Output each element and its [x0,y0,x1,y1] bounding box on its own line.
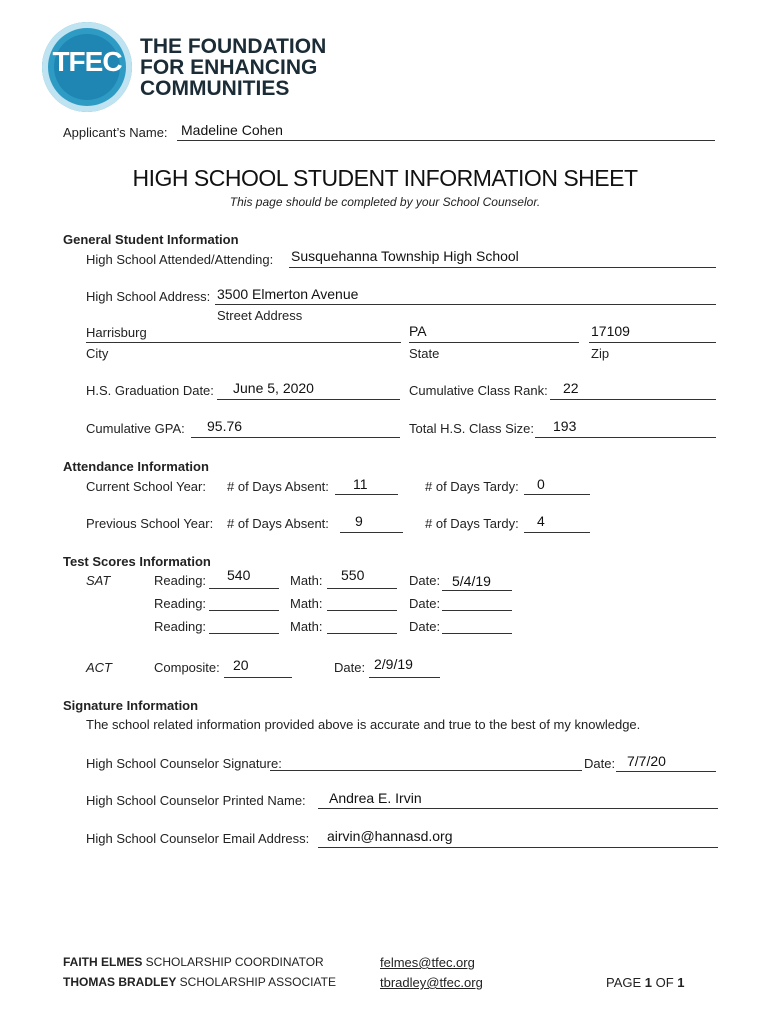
act-date-line [369,677,440,678]
org-name-line2: FOR ENHANCING [140,56,318,79]
sat-math-line-2[interactable] [327,610,397,611]
general-heading: General Student Information [63,232,239,247]
sat-reading-label-3: Reading: [154,619,207,634]
page-title: HIGH SCHOOL STUDENT INFORMATION SHEET [132,165,638,191]
footer-name-2: THOMAS BRADLEY [63,975,177,989]
sat-math-label-1: Math: [290,573,323,588]
class-rank-line [550,399,716,400]
counselor-email-label: High School Counselor Email Address: [86,831,310,846]
previous-absent-line [340,532,403,533]
current-tardy-line [524,494,590,495]
street-caption: Street Address [217,308,303,323]
footer-email-1[interactable]: felmes@tfec.org [380,955,475,970]
class-size-line [535,437,716,438]
counselor-printed-line [318,808,718,809]
sat-reading-label-2: Reading: [154,596,207,611]
grad-date-value[interactable]: June 5, 2020 [233,380,314,396]
class-rank-label: Cumulative Class Rank: [409,383,548,398]
signature-date-value[interactable]: 7/7/20 [627,753,666,769]
page-prefix: PAGE [606,975,645,990]
act-date-label: Date: [334,660,366,675]
org-name [140,36,326,99]
current-absent-line [335,494,398,495]
school-line [289,267,716,268]
tests-heading: Test Scores Information [63,554,211,569]
counselor-email-value[interactable]: airvin@hannasd.org [327,828,453,844]
current-tardy-value[interactable]: 0 [537,476,545,492]
sat-reading-line-3[interactable] [209,633,279,634]
sat-math-line-3[interactable] [327,633,397,634]
current-absent-value[interactable]: 11 [353,476,368,492]
sat-date-line-1 [442,590,512,591]
page-current: 1 [644,975,653,990]
page-total: 1 [677,975,685,990]
gpa-line [191,437,400,438]
previous-tardy-value[interactable]: 4 [537,513,545,529]
act-label: ACT [86,660,112,675]
act-date-value[interactable]: 2/9/19 [374,656,413,672]
sat-date-line-2[interactable] [442,610,512,611]
page-number [606,975,685,990]
counselor-signature-line[interactable] [270,770,582,771]
sat-date-line-3[interactable] [442,633,512,634]
page-subtitle: This page should be completed by your School Counselor. [229,195,541,209]
footer-email-2[interactable]: tbradley@tfec.org [380,975,483,990]
applicant-name-line [177,140,715,141]
sat-reading-label-1: Reading: [154,573,207,588]
zip-line [589,342,716,343]
sat-date-label-1: Date: [409,573,441,588]
sat-label: SAT [86,573,111,588]
address-line [215,304,716,305]
city-line [86,342,401,343]
address-value[interactable]: 3500 Elmerton Avenue [217,286,359,302]
current-absent-label: # of Days Absent: [227,479,329,494]
sat-reading-line-2[interactable] [209,610,279,611]
counselor-signature-label: High School Counselor Signature: [86,756,282,771]
signature-statement: The school related information provided above is accurate and true to the best of my knowledge. [86,717,641,732]
sat-date-value-1[interactable]: 5/4/19 [452,573,491,589]
current-tardy-label: # of Days Tardy: [425,479,519,494]
sat-math-label-3: Math: [290,619,323,634]
grad-date-line [217,399,400,400]
grad-date-label: H.S. Graduation Date: [86,383,214,398]
state-value[interactable]: PA [409,323,427,339]
zip-value[interactable]: 17109 [591,323,630,339]
applicant-name-label: Applicant’s Name: [63,125,168,140]
counselor-email-line [318,847,718,848]
previous-absent-value[interactable]: 9 [355,513,363,529]
city-caption: City [86,346,109,361]
school-label: High School Attended/Attending: [86,252,274,267]
class-size-label: Total H.S. Class Size: [409,421,534,436]
school-value[interactable]: Susquehanna Township High School [291,248,519,264]
act-composite-line [224,677,292,678]
logo-text: TFEC [52,46,122,77]
sat-math-line-1 [327,588,397,589]
gpa-value[interactable]: 95.76 [207,418,243,434]
page-of: OF [652,975,678,990]
address-label: High School Address: [86,289,211,304]
applicant-name-value[interactable]: Madeline Cohen [181,122,283,138]
gpa-label: Cumulative GPA: [86,421,185,436]
state-caption: State [409,346,440,361]
previous-tardy-line [524,532,590,533]
state-line [409,342,579,343]
footer-role-2: SCHOLARSHIP ASSOCIATE [176,975,336,989]
counselor-printed-label: High School Counselor Printed Name: [86,793,306,808]
act-composite-value[interactable]: 20 [233,657,249,673]
footer-contact-2 [63,975,336,989]
org-name-line1: THE FOUNDATION [140,35,327,58]
sat-math-label-2: Math: [290,596,323,611]
sat-date-label-3: Date: [409,619,441,634]
footer-name-1: FAITH ELMES [63,955,143,969]
act-composite-label: Composite: [154,660,220,675]
previous-year-label: Previous School Year: [86,516,214,531]
sat-date-label-2: Date: [409,596,441,611]
previous-tardy-label: # of Days Tardy: [425,516,519,531]
class-size-value[interactable]: 193 [553,418,577,434]
zip-caption: Zip [591,346,610,361]
org-name-line3: COMMUNITIES [140,77,290,100]
city-value[interactable]: Harrisburg [86,325,147,340]
tfec-logo [42,22,132,112]
sat-reading-value-1[interactable]: 540 [227,567,251,583]
footer-role-1: SCHOLARSHIP COORDINATOR [142,955,324,969]
counselor-printed-value[interactable]: Andrea E. Irvin [329,790,422,806]
previous-absent-label: # of Days Absent: [227,516,329,531]
footer-contact-1 [63,955,324,969]
attendance-heading: Attendance Information [63,459,209,474]
current-year-label: Current School Year: [86,479,206,494]
class-rank-value[interactable]: 22 [563,380,579,396]
signature-date-label: Date: [584,756,616,771]
sat-math-value-1[interactable]: 550 [341,567,365,583]
signature-heading: Signature Information [63,698,199,713]
signature-date-line [616,771,716,772]
sat-reading-line-1 [209,588,279,589]
